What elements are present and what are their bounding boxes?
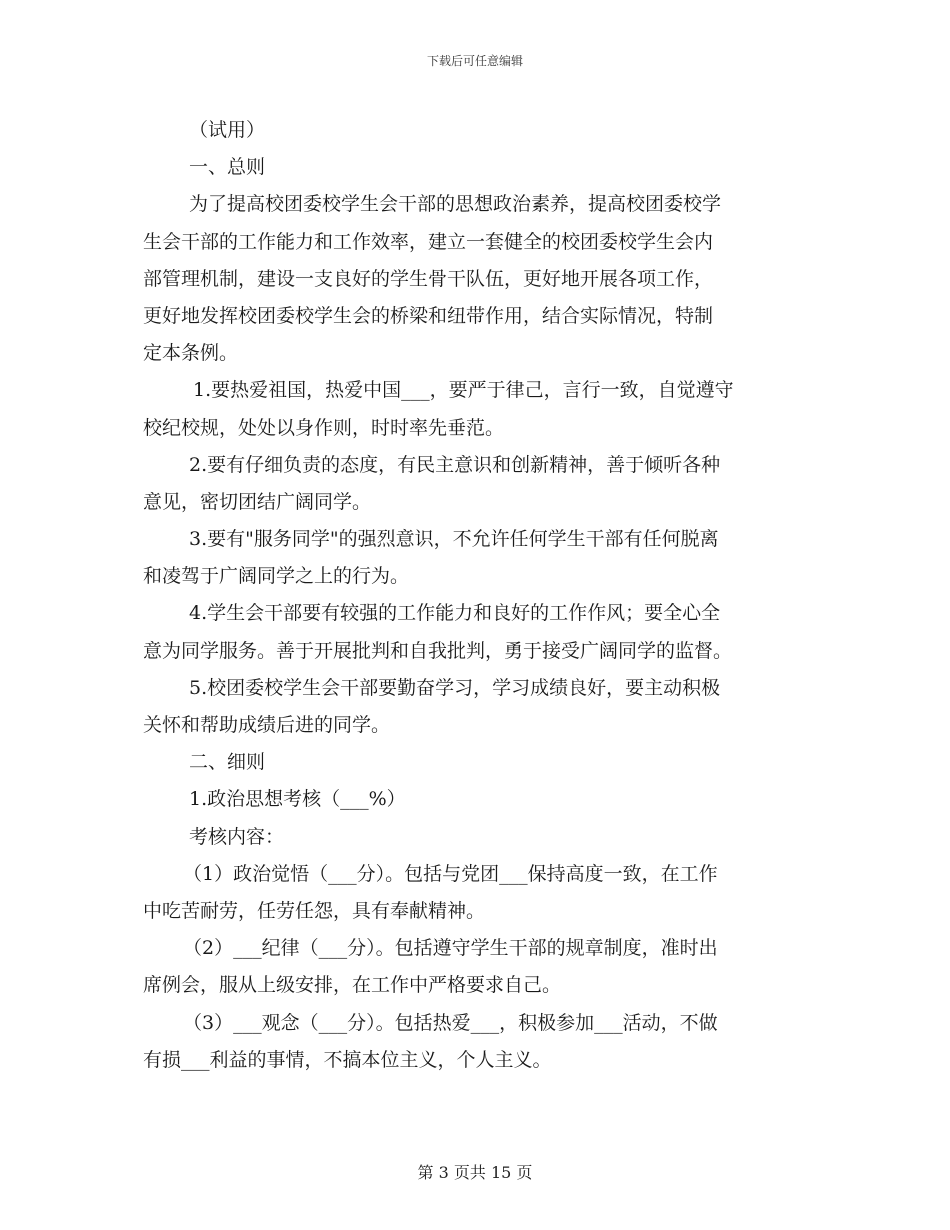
doc-line: 有损___利益的事情，不搞本位主义，个人主义。	[143, 1048, 552, 1071]
doc-line: 更好地发挥校团委校学生会的桥梁和纽带作用，结合实际情况，特制	[143, 304, 714, 327]
doc-line: 意见，密切团结广阔同学。	[143, 490, 372, 513]
page-footer: 第 3 页共 15 页	[417, 1163, 533, 1182]
doc-line: 1.政治思想考核（___%）	[189, 788, 406, 811]
doc-line: 席例会，服从上级安排，在工作中严格要求自己。	[143, 974, 562, 997]
document-body	[143, 112, 808, 1079]
doc-line: 二、细则	[189, 751, 266, 774]
doc-line: 5.校团委校学生会干部要勤奋学习，学习成绩良好，要主动积极	[189, 676, 721, 699]
doc-line: 考核内容：	[189, 825, 285, 848]
doc-line: （3）___观念（___分）。包括热爱___，积极参加___活动，不做	[183, 1011, 718, 1034]
doc-line: （2）___纪律（___分）。包括遵守学生干部的规章制度，准时出	[183, 937, 718, 960]
doc-line: 校纪校规，处处以身作则，时时率先垂范。	[143, 416, 505, 439]
doc-line: 定本条例。	[143, 342, 239, 365]
doc-line: 一、总则	[189, 156, 266, 179]
doc-line: 2.要有仔细负责的态度，有民主意识和创新精神，善于倾听各种	[189, 453, 721, 476]
doc-line: （1）政治觉悟（___分）。包括与党团___保持高度一致，在工作	[183, 862, 718, 885]
doc-line: 关怀和帮助成绩后进的同学。	[143, 714, 391, 736]
doc-line: 和凌驾于广阔同学之上的行为。	[143, 565, 410, 588]
doc-line: 4.学生会干部要有较强的工作能力和良好的工作作风；要全心全	[189, 602, 721, 625]
doc-line: （试用）	[189, 119, 266, 141]
doc-line: 部管理机制，建设一支良好的学生骨干队伍，更好地开展各项工作，	[143, 267, 714, 290]
doc-line: 3.要有"服务同学"的强烈意识，不允许任何学生干部有任何脱离	[189, 528, 719, 551]
doc-line: 意为同学服务。善于开展批判和自我批判，勇于接受广阔同学的监督。	[143, 639, 733, 662]
page-header: 下载后可任意编辑	[426, 54, 523, 68]
doc-line: 中吃苦耐劳，任劳任怨，具有奉献精神。	[143, 899, 486, 922]
doc-line: 生会干部的工作能力和工作效率，建立一套健全的校团委校学生会内	[143, 230, 714, 253]
doc-line: 1.要热爱祖国，热爱中国___，要严于律己，言行一致，自觉遵守	[193, 379, 734, 402]
doc-line: 为了提高校团委校学生会干部的思想政治素养，提高校团委校学	[189, 193, 722, 216]
